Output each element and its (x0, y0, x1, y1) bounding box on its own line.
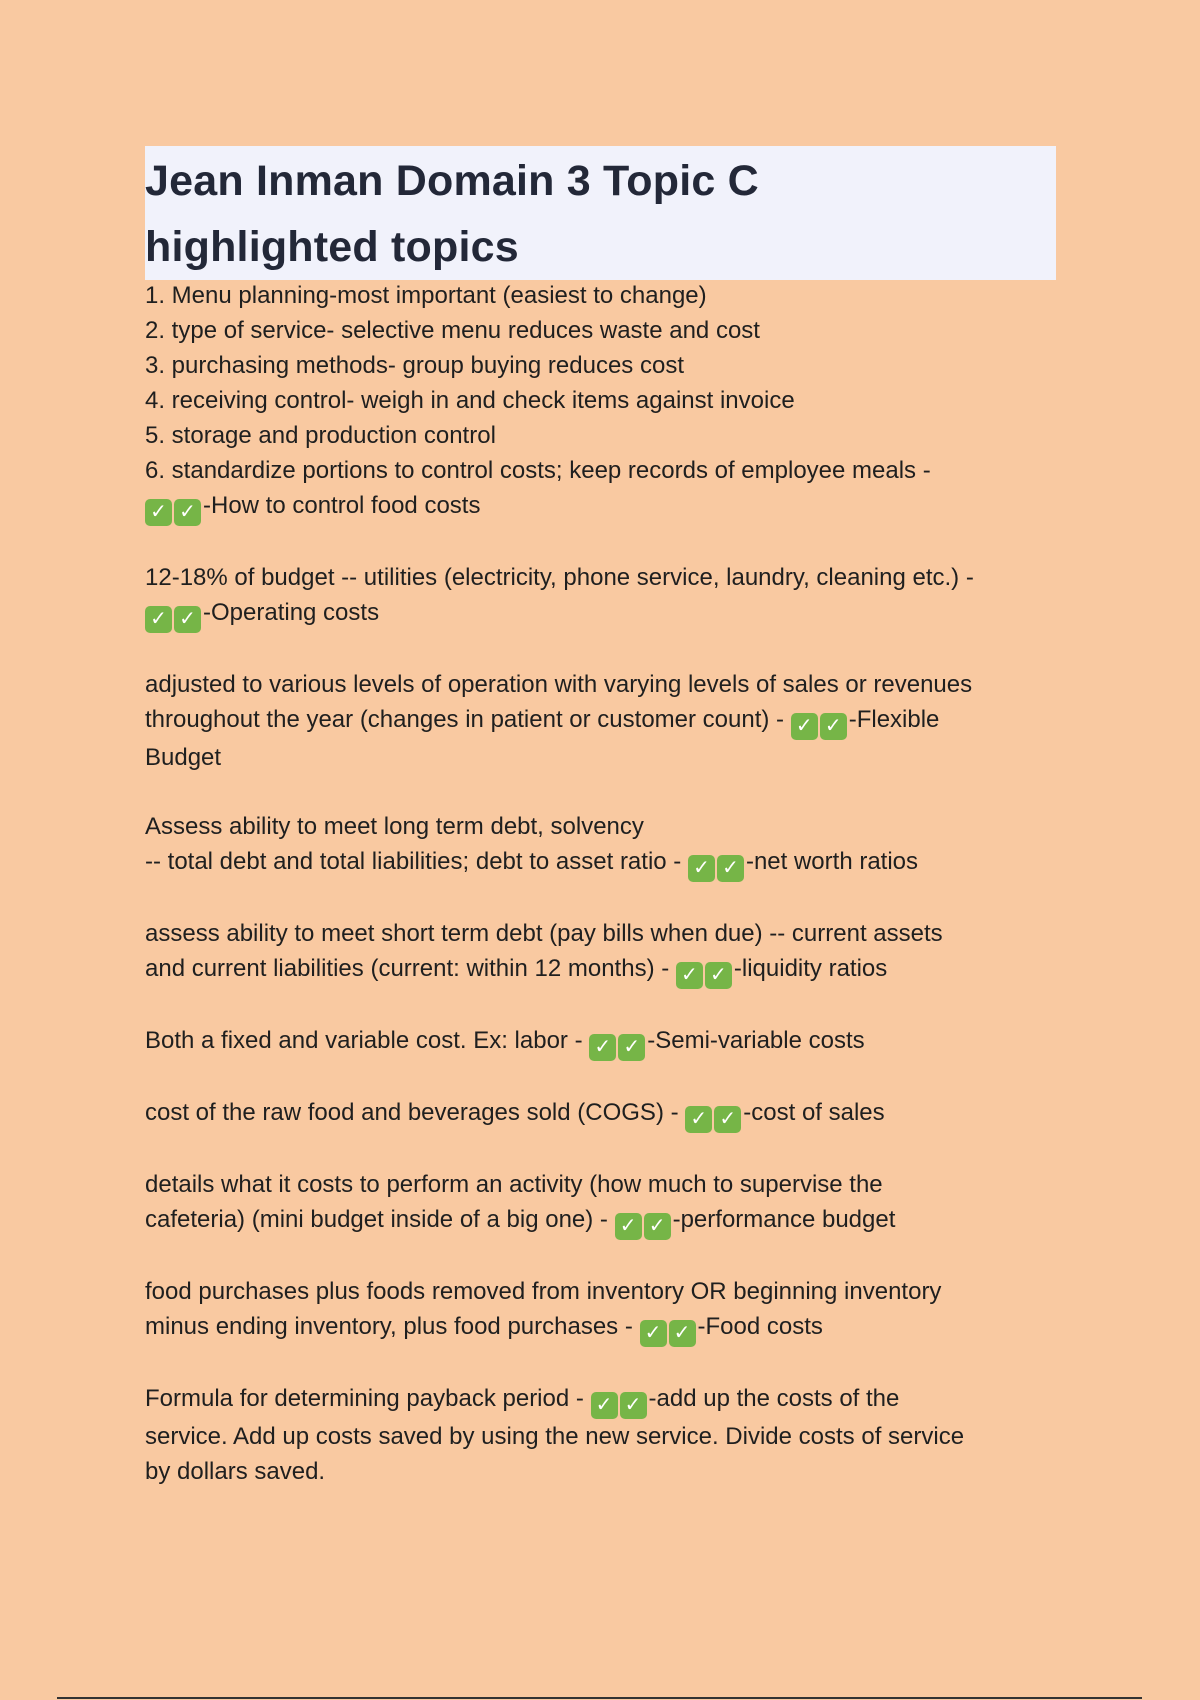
text-line (145, 809, 1057, 844)
paragraph-gap (145, 1061, 1057, 1095)
text-segment: -Flexible (848, 706, 940, 733)
text-segment: -performance budget (672, 1206, 896, 1233)
text-line (145, 453, 1057, 488)
text-segment: adjusted to various levels of operation with varying levels of sales or revenues (145, 671, 973, 698)
text-line (145, 844, 1057, 882)
text-line (145, 1309, 1057, 1347)
document-title-box (145, 146, 1056, 280)
text-line (145, 1419, 1057, 1454)
text-segment: 12-18% of budget -- utilities (electricity, phone service, laundry, cleaning etc.) - (145, 564, 974, 591)
text-line (145, 702, 1057, 740)
text-segment: and current liabilities (current: within 12 months) - (145, 955, 676, 982)
check-mark-icon: ✓ (644, 1213, 671, 1240)
check-mark-icon: ✓ (820, 713, 847, 740)
text-line (145, 740, 1057, 775)
definition-paragraph (145, 1381, 1057, 1489)
check-mark-icon: ✓ (589, 1034, 616, 1061)
text-line (145, 313, 1057, 348)
text-segment: -net worth ratios (745, 848, 919, 875)
definition-paragraph (145, 1167, 1057, 1240)
text-segment: by dollars saved. (145, 1458, 326, 1485)
text-segment: -Semi-variable costs (647, 1027, 865, 1054)
text-segment: Formula for determining payback period - (145, 1385, 591, 1412)
text-line (145, 1381, 1057, 1419)
check-mark-icon: ✓ (717, 855, 744, 882)
definition-paragraph (145, 916, 1057, 989)
check-mark-icon: ✓ (705, 962, 732, 989)
check-mark-icon: ✓ (174, 606, 201, 633)
text-segment: 1. Menu planning-most important (easiest to change) (145, 282, 707, 309)
check-mark-icon: ✓ (676, 962, 703, 989)
text-segment: Both a fixed and variable cost. Ex: labor - (145, 1027, 590, 1054)
text-segment: -add up the costs of the (648, 1385, 900, 1412)
text-segment: service. Add up costs saved by using the new service. Divide costs of service (145, 1423, 965, 1450)
check-mark-icon: ✓ (791, 713, 818, 740)
text-line (145, 348, 1057, 383)
definition-paragraph (145, 809, 1057, 882)
paragraph-gap (145, 1133, 1057, 1167)
title-line-2: highlighted topics (145, 223, 519, 271)
text-segment: 3. purchasing methods- group buying reduces cost (145, 352, 684, 379)
check-mark-icon: ✓ (688, 855, 715, 882)
text-segment: -- total debt and total liabilities; debt to asset ratio - (145, 848, 688, 875)
check-mark-icon: ✓ (591, 1392, 618, 1419)
check-mark-icon: ✓ (620, 1392, 647, 1419)
text-segment: Budget (145, 744, 222, 771)
text-segment: assess ability to meet short term debt (pay bills when due) -- current assets (145, 920, 943, 947)
check-mark-icon: ✓ (174, 499, 201, 526)
paragraph-gap (145, 526, 1057, 560)
definition-paragraph (145, 278, 1057, 526)
text-segment: -liquidity ratios (733, 955, 888, 982)
text-line (145, 560, 1057, 595)
text-segment: -How to control food costs (203, 492, 481, 519)
text-segment: throughout the year (changes in patient or customer count) - (145, 706, 791, 733)
paragraph-gap (145, 1240, 1057, 1274)
text-line (145, 951, 1057, 989)
text-line (145, 595, 1057, 633)
text-line (145, 1274, 1057, 1309)
text-line (145, 278, 1057, 313)
check-mark-icon: ✓ (714, 1106, 741, 1133)
text-segment: 2. type of service- selective menu reduces waste and cost (145, 317, 760, 344)
check-mark-icon: ✓ (640, 1320, 667, 1347)
check-mark-icon: ✓ (145, 499, 172, 526)
text-segment: Assess ability to meet long term debt, solvency (145, 813, 644, 840)
paragraph-gap (145, 633, 1057, 667)
definition-paragraph (145, 1023, 1057, 1061)
definition-paragraph (145, 1095, 1057, 1133)
text-line (145, 1023, 1057, 1061)
text-line (145, 1095, 1057, 1133)
text-line (145, 488, 1057, 526)
text-line (145, 1167, 1057, 1202)
text-segment: -cost of sales (743, 1099, 885, 1126)
definition-paragraph (145, 1274, 1057, 1347)
text-line (145, 418, 1057, 453)
text-line (145, 916, 1057, 951)
document-title (145, 148, 1056, 280)
definition-paragraph (145, 667, 1057, 775)
text-line (145, 667, 1057, 702)
check-mark-icon: ✓ (685, 1106, 712, 1133)
paragraph-gap (145, 1347, 1057, 1381)
text-segment: -Operating costs (203, 599, 380, 626)
paragraph-gap (145, 989, 1057, 1023)
text-line (145, 1202, 1057, 1240)
paragraph-gap (145, 775, 1057, 809)
check-mark-icon: ✓ (145, 606, 172, 633)
text-segment: 4. receiving control- weigh in and check items against invoice (145, 387, 795, 414)
footer-divider (57, 1697, 1142, 1699)
text-segment: 6. standardize portions to control costs; keep records of employee meals - (145, 457, 931, 484)
text-segment: details what it costs to perform an activity (how much to supervise the (145, 1171, 883, 1198)
check-mark-icon: ✓ (615, 1213, 642, 1240)
text-segment: cafeteria) (mini budget inside of a big one) - (145, 1206, 615, 1233)
check-mark-icon: ✓ (618, 1034, 645, 1061)
definition-paragraph (145, 560, 1057, 633)
text-segment: -Food costs (697, 1313, 823, 1340)
title-line-1: Jean Inman Domain 3 Topic C (145, 157, 759, 205)
paragraph-gap (145, 882, 1057, 916)
text-segment: minus ending inventory, plus food purchases - (145, 1313, 640, 1340)
text-segment: cost of the raw food and beverages sold (COGS) - (145, 1099, 686, 1126)
text-line (145, 383, 1057, 418)
text-line (145, 1454, 1057, 1489)
text-segment: food purchases plus foods removed from inventory OR beginning inventory (145, 1278, 942, 1305)
document-body (145, 278, 1057, 1489)
text-segment: 5. storage and production control (145, 422, 496, 449)
check-mark-icon: ✓ (669, 1320, 696, 1347)
